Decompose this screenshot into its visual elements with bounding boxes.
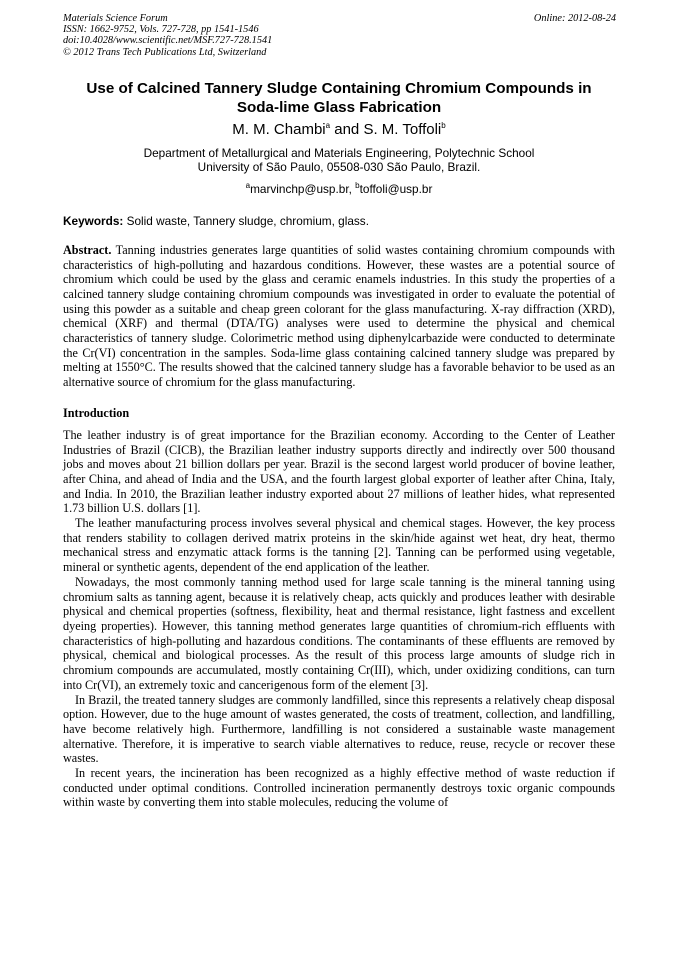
keywords-label: Keywords: <box>63 213 124 228</box>
paper-title <box>63 79 615 117</box>
abstract-text: Tanning industries generates large quantities of solid wastes containing chromium compounds with characteristics of high-polluting and hazardous conditions. However, these wastes are a potential source of chromium which could be used by the glass and ceramic enamels industries. In this study the properties of a calcined tannery sludge containing chromium compounds was investigated in order to evaluate the potential of using this powder as a suitable and cheap green colorant for the glass manufacturing. X-ray diffraction (XRD), chemical (XRF) and thermal (DTA/TG) analyses were used to determine the physical and chemical characteristics of tannery sludge. Colorimetric method using diphenylcarbazide were conducted to determinate the Cr(VI) concentration in the samples. Soda-lime glass containing calcined tannery sludge was prepared by melting at 1550°C. The results showed that the calcined tannery sludge has a favorable behavior to be used as an alternative source of chromium for the glass manufacturing. <box>63 242 615 390</box>
journal-name: Materials Science Forum <box>63 13 168 24</box>
section-heading-introduction: Introduction <box>63 405 130 420</box>
paragraph: In Brazil, the treated tannery sludges are commonly landfilled, since this represents a relatively cheap disposal option. However, due to the huge amount of wastes generated, the costs of treatment, collection, and landfilling, have become relatively high. Furthermore, landfilling is not considered a sustainable waste management alternative. Therefore, it is imperative to search viable alternatives to reduce, reuse, recycle or recover these wastes. <box>63 692 615 766</box>
affiliation-mark: b <box>441 120 446 130</box>
keywords <box>63 214 615 228</box>
author-emails <box>63 182 615 196</box>
keywords-text: Solid waste, Tannery sludge, chromium, glass. <box>123 213 369 228</box>
email-mark: a <box>245 180 251 190</box>
email-separator: , <box>348 181 356 196</box>
paragraph: In recent years, the incineration has been recognized as a highly effective method of waste reduction if conducted under optimal conditions. Controlled incineration permanently destroys toxic organic compounds within waste by converting them into stable molecules, reducing the volume of <box>63 766 615 810</box>
paper-page <box>63 13 615 810</box>
email-mark: b <box>355 180 360 190</box>
introduction-body <box>63 428 615 810</box>
affiliation <box>63 146 615 175</box>
affiliation-line-2: University of São Paulo, 05508-030 São Paulo, Brazil. <box>197 160 481 175</box>
abstract-label: Abstract. <box>63 242 112 257</box>
affiliation-mark: a <box>325 120 331 130</box>
title-line-2: Soda-lime Glass Fabrication <box>236 98 442 116</box>
title-line-1: Use of Calcined Tannery Sludge Containing Chromium Compounds in <box>86 79 592 97</box>
paragraph: Nowadays, the most commonly tanning method used for large scale tanning is the mineral tanning using chromium salts as tanning agent, because it is relatively cheap, acts quickly and produces leather with desirable physical and chemical properties (softness, flexibility, heat and thermal resistance, light fastness and excellent dyeing properties). However, this tanning method generates large quantities of chromium-rich effluents with characteristics of high-polluting and hazardous conditions. The contaminants of these effluents are removed by physical, chemical and biological processes. As the result of this process large amounts of sludge rich in chromium compounds are accumulated, mostly containing Cr(III), which, under oxidizing conditions, can turn into Cr(VI), an extremely toxic and cancerigenous form of the element [3]. <box>63 574 615 692</box>
issn-line: ISSN: 1662-9752, Vols. 727-728, pp 1541-1546 <box>63 24 259 36</box>
author-separator: and <box>330 120 364 138</box>
journal-header <box>63 13 615 58</box>
online-date: Online: 2012-08-24 <box>533 13 616 24</box>
copyright-line: © 2012 Trans Tech Publications Ltd, Switzerland <box>63 46 267 58</box>
author-name: S. M. Toffoli <box>363 120 442 138</box>
author-name: M. M. Chambi <box>232 120 326 138</box>
email-link[interactable]: toffoli@usp.br <box>359 181 433 196</box>
abstract <box>63 243 615 390</box>
email-link[interactable]: marvinchp@usp.br <box>250 181 349 196</box>
paragraph: The leather industry is of great importance for the Brazilian economy. According to the Center of Leather Industries of Brazil (CICB), the Brazilian leather industry supports directly and indirectly over 500 thousand jobs and moves about 21 billion dollars per year. Brazil is the second largest world producer of bovine leather, after China, and ahead of India and the USA, and the fourth largest global exporter of leather after China, Italy, and India. In 2010, the Brazilian leather industry exported about 27 millions of leather hides, what represented 1.73 billion U.S. dollars [1]. <box>63 427 615 516</box>
author-list <box>63 121 615 139</box>
affiliation-line-1: Department of Metallurgical and Materials Engineering, Polytechnic School <box>143 145 535 160</box>
paragraph: The leather manufacturing process involves several physical and chemical stages. However, the key process that renders stability to collagen derived matrix proteins in the skin/hide against wet heat, dry heat, thermo mechanical stress and enzymatic attack forms is the tanning [2]. Tanning can be performed using vegetable, mineral or synthetic agents, dependent of the end application of the leather. <box>63 516 615 575</box>
doi-line: doi:10.4028/www.scientific.net/MSF.727-728.1541 <box>63 35 273 47</box>
